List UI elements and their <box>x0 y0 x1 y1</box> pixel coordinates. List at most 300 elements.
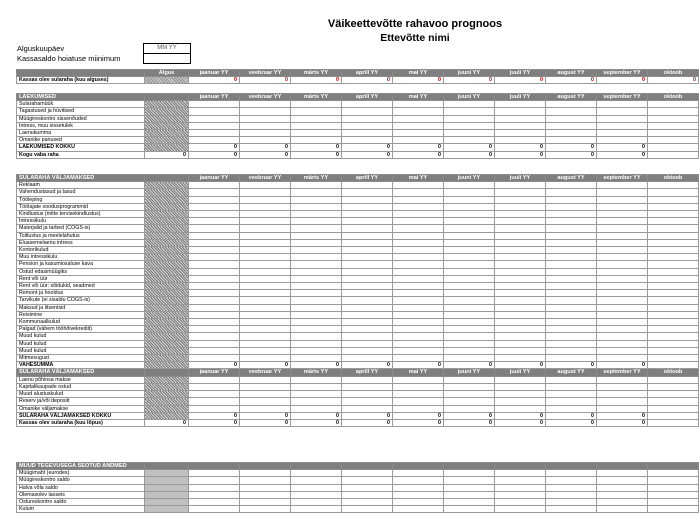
cell[interactable] <box>495 108 546 115</box>
cell[interactable] <box>342 239 393 246</box>
cell[interactable] <box>145 211 189 218</box>
cell[interactable] <box>393 340 444 347</box>
cell[interactable] <box>546 405 597 412</box>
cell[interactable] <box>648 484 699 491</box>
cell[interactable] <box>597 137 648 144</box>
cell-value[interactable]: 0 <box>342 77 393 84</box>
cell[interactable] <box>597 477 648 484</box>
cell[interactable] <box>648 391 699 398</box>
cell[interactable] <box>546 491 597 498</box>
cell-value[interactable]: 0 <box>240 77 291 84</box>
cell[interactable] <box>444 311 495 318</box>
cell[interactable] <box>393 247 444 254</box>
cell[interactable] <box>393 347 444 354</box>
cell[interactable] <box>393 137 444 144</box>
cell[interactable] <box>648 311 699 318</box>
cell[interactable] <box>240 283 291 290</box>
cell[interactable] <box>291 203 342 210</box>
cell[interactable] <box>597 376 648 383</box>
cell[interactable] <box>597 347 648 354</box>
cell[interactable] <box>444 101 495 108</box>
cell[interactable] <box>291 470 342 477</box>
cell[interactable] <box>495 101 546 108</box>
cell[interactable] <box>189 115 240 122</box>
cell[interactable] <box>189 268 240 275</box>
cell[interactable] <box>342 196 393 203</box>
cell[interactable] <box>291 477 342 484</box>
cell[interactable] <box>291 232 342 239</box>
cell[interactable] <box>495 499 546 506</box>
cell[interactable] <box>291 484 342 491</box>
cell[interactable] <box>546 137 597 144</box>
cell[interactable] <box>597 391 648 398</box>
cell[interactable] <box>444 506 495 513</box>
cell[interactable] <box>393 261 444 268</box>
cell[interactable] <box>145 268 189 275</box>
cell[interactable] <box>291 283 342 290</box>
cell[interactable] <box>648 290 699 297</box>
cell[interactable] <box>495 290 546 297</box>
cell[interactable] <box>240 239 291 246</box>
cell[interactable] <box>240 506 291 513</box>
cell[interactable] <box>648 108 699 115</box>
cell[interactable] <box>546 254 597 261</box>
cell[interactable] <box>240 340 291 347</box>
cell[interactable] <box>495 304 546 311</box>
cell[interactable] <box>342 261 393 268</box>
cell[interactable] <box>342 268 393 275</box>
cell[interactable] <box>546 506 597 513</box>
cell[interactable] <box>342 333 393 340</box>
cell[interactable] <box>597 297 648 304</box>
cell[interactable] <box>495 297 546 304</box>
cell[interactable] <box>648 398 699 405</box>
cell[interactable] <box>546 333 597 340</box>
cell[interactable] <box>444 319 495 326</box>
cell[interactable] <box>291 311 342 318</box>
cell[interactable] <box>597 355 648 362</box>
cell[interactable] <box>291 122 342 129</box>
cell[interactable] <box>444 477 495 484</box>
cell[interactable] <box>393 275 444 282</box>
cell[interactable] <box>189 398 240 405</box>
cell[interactable] <box>597 196 648 203</box>
cell[interactable] <box>342 130 393 137</box>
cell[interactable] <box>145 326 189 333</box>
cell[interactable] <box>240 405 291 412</box>
cell[interactable] <box>291 225 342 232</box>
cell[interactable] <box>145 347 189 354</box>
cell[interactable] <box>189 506 240 513</box>
cell[interactable] <box>597 470 648 477</box>
cell[interactable] <box>546 130 597 137</box>
cell[interactable] <box>240 225 291 232</box>
cash-min-input[interactable] <box>143 53 191 64</box>
cell[interactable] <box>189 261 240 268</box>
cell[interactable] <box>145 218 189 225</box>
cell[interactable] <box>444 189 495 196</box>
cell[interactable] <box>145 275 189 282</box>
cell[interactable] <box>444 470 495 477</box>
cell[interactable] <box>393 391 444 398</box>
cell[interactable] <box>444 283 495 290</box>
cell[interactable] <box>240 484 291 491</box>
cell[interactable] <box>444 196 495 203</box>
cell[interactable] <box>546 398 597 405</box>
cell[interactable] <box>342 304 393 311</box>
cell[interactable] <box>189 311 240 318</box>
cell[interactable] <box>546 484 597 491</box>
cell[interactable] <box>546 218 597 225</box>
cell[interactable] <box>145 319 189 326</box>
cell[interactable] <box>597 398 648 405</box>
cell-value[interactable]: 0 <box>444 77 495 84</box>
cell[interactable] <box>393 122 444 129</box>
cell[interactable] <box>444 261 495 268</box>
cell[interactable] <box>342 376 393 383</box>
cell[interactable] <box>240 333 291 340</box>
cell[interactable] <box>291 391 342 398</box>
cell[interactable] <box>546 319 597 326</box>
cell[interactable] <box>145 122 189 129</box>
cell[interactable] <box>342 290 393 297</box>
cell[interactable] <box>145 362 189 369</box>
cell[interactable] <box>189 196 240 203</box>
cell[interactable] <box>444 108 495 115</box>
cell[interactable] <box>597 333 648 340</box>
cell[interactable] <box>145 189 189 196</box>
cell[interactable] <box>648 261 699 268</box>
cell[interactable] <box>393 326 444 333</box>
cell[interactable] <box>240 122 291 129</box>
cell[interactable] <box>189 283 240 290</box>
cell[interactable] <box>444 115 495 122</box>
cell[interactable] <box>291 355 342 362</box>
cell[interactable] <box>240 383 291 390</box>
cell-value[interactable]: 0 <box>495 77 546 84</box>
cell[interactable] <box>240 319 291 326</box>
cell[interactable] <box>240 376 291 383</box>
cell[interactable] <box>189 491 240 498</box>
cell[interactable] <box>291 108 342 115</box>
cell[interactable] <box>597 232 648 239</box>
cell[interactable] <box>189 333 240 340</box>
cell[interactable] <box>546 391 597 398</box>
cell[interactable] <box>495 182 546 189</box>
cell[interactable] <box>189 376 240 383</box>
cell[interactable] <box>342 137 393 144</box>
cell[interactable] <box>291 189 342 196</box>
cell[interactable] <box>291 297 342 304</box>
cell[interactable] <box>342 405 393 412</box>
cell[interactable] <box>546 376 597 383</box>
cell[interactable] <box>240 211 291 218</box>
cell[interactable] <box>342 484 393 491</box>
cell[interactable] <box>393 484 444 491</box>
cell[interactable] <box>145 290 189 297</box>
cell[interactable] <box>342 383 393 390</box>
cell[interactable] <box>145 283 189 290</box>
cell[interactable] <box>342 218 393 225</box>
cell[interactable] <box>240 275 291 282</box>
cell[interactable] <box>393 239 444 246</box>
cell[interactable] <box>495 340 546 347</box>
cell[interactable] <box>495 261 546 268</box>
cell[interactable] <box>495 391 546 398</box>
cell[interactable] <box>597 261 648 268</box>
cell[interactable] <box>648 225 699 232</box>
cell[interactable] <box>444 297 495 304</box>
cell[interactable] <box>495 283 546 290</box>
cell[interactable] <box>546 101 597 108</box>
cell[interactable] <box>495 311 546 318</box>
cell[interactable] <box>189 203 240 210</box>
cell[interactable] <box>393 477 444 484</box>
cell[interactable] <box>189 405 240 412</box>
cell[interactable] <box>546 247 597 254</box>
cell[interactable] <box>495 275 546 282</box>
cell[interactable] <box>393 405 444 412</box>
cell[interactable] <box>342 211 393 218</box>
cell[interactable] <box>393 376 444 383</box>
cell[interactable] <box>145 484 189 491</box>
cell[interactable] <box>597 115 648 122</box>
cell[interactable] <box>342 203 393 210</box>
cell[interactable] <box>342 297 393 304</box>
cell[interactable] <box>648 326 699 333</box>
cell[interactable] <box>342 108 393 115</box>
cell[interactable] <box>546 108 597 115</box>
cell[interactable] <box>597 254 648 261</box>
cell[interactable] <box>189 470 240 477</box>
cell[interactable] <box>444 218 495 225</box>
cell[interactable] <box>342 247 393 254</box>
cell[interactable] <box>597 108 648 115</box>
cell[interactable] <box>597 268 648 275</box>
cell[interactable] <box>145 340 189 347</box>
cell[interactable] <box>495 355 546 362</box>
cell[interactable] <box>444 405 495 412</box>
cell[interactable] <box>546 304 597 311</box>
cell[interactable] <box>240 261 291 268</box>
cell[interactable] <box>342 189 393 196</box>
cell[interactable] <box>648 506 699 513</box>
cell[interactable] <box>189 391 240 398</box>
cell[interactable] <box>240 247 291 254</box>
cell[interactable] <box>444 247 495 254</box>
cell[interactable] <box>444 391 495 398</box>
cell[interactable] <box>495 254 546 261</box>
cell[interactable] <box>444 239 495 246</box>
cell[interactable] <box>597 130 648 137</box>
cell[interactable] <box>240 268 291 275</box>
cell[interactable] <box>495 333 546 340</box>
cell[interactable] <box>495 491 546 498</box>
cell[interactable] <box>291 130 342 137</box>
cell[interactable] <box>648 101 699 108</box>
cell[interactable] <box>342 101 393 108</box>
cell[interactable] <box>495 484 546 491</box>
cell[interactable] <box>393 491 444 498</box>
cell[interactable] <box>393 182 444 189</box>
cell[interactable] <box>291 137 342 144</box>
cell[interactable] <box>444 275 495 282</box>
cell[interactable] <box>648 383 699 390</box>
cell[interactable] <box>597 319 648 326</box>
cell[interactable] <box>393 196 444 203</box>
cell[interactable] <box>597 275 648 282</box>
cell[interactable] <box>145 376 189 383</box>
cell[interactable] <box>495 376 546 383</box>
cell[interactable] <box>145 398 189 405</box>
cell[interactable] <box>342 398 393 405</box>
cell[interactable] <box>393 304 444 311</box>
cell[interactable] <box>240 254 291 261</box>
cell[interactable] <box>342 122 393 129</box>
cell[interactable] <box>189 225 240 232</box>
cell[interactable] <box>393 130 444 137</box>
cell[interactable] <box>648 477 699 484</box>
cell[interactable] <box>145 196 189 203</box>
cell[interactable] <box>145 203 189 210</box>
cell-value[interactable]: 0 <box>393 77 444 84</box>
cell[interactable] <box>145 144 189 151</box>
cell[interactable] <box>291 347 342 354</box>
cell[interactable] <box>444 290 495 297</box>
cell[interactable] <box>546 311 597 318</box>
cell[interactable] <box>393 311 444 318</box>
cell[interactable] <box>648 333 699 340</box>
cell[interactable] <box>291 398 342 405</box>
cell[interactable] <box>393 499 444 506</box>
cell[interactable] <box>597 283 648 290</box>
cell[interactable] <box>444 182 495 189</box>
cell[interactable] <box>444 383 495 390</box>
cell[interactable] <box>240 189 291 196</box>
cell[interactable] <box>342 491 393 498</box>
cell[interactable] <box>189 477 240 484</box>
cell[interactable] <box>393 398 444 405</box>
cell[interactable] <box>240 130 291 137</box>
cell[interactable] <box>393 115 444 122</box>
cell[interactable] <box>145 297 189 304</box>
cell[interactable] <box>546 290 597 297</box>
cell[interactable] <box>597 239 648 246</box>
cell[interactable] <box>342 283 393 290</box>
cell[interactable] <box>291 115 342 122</box>
cell[interactable] <box>444 376 495 383</box>
cell[interactable] <box>393 218 444 225</box>
cell[interactable] <box>393 225 444 232</box>
cell[interactable] <box>291 491 342 498</box>
cell[interactable] <box>393 268 444 275</box>
cell[interactable] <box>189 383 240 390</box>
cell[interactable] <box>240 311 291 318</box>
cell[interactable] <box>495 398 546 405</box>
cell[interactable] <box>189 108 240 115</box>
cell[interactable] <box>648 304 699 311</box>
cell[interactable] <box>189 218 240 225</box>
cell[interactable] <box>546 239 597 246</box>
cell[interactable] <box>444 304 495 311</box>
cell[interactable] <box>393 101 444 108</box>
cell[interactable] <box>145 470 189 477</box>
cell[interactable] <box>291 268 342 275</box>
cell[interactable] <box>145 225 189 232</box>
cell[interactable] <box>546 261 597 268</box>
cell[interactable] <box>648 122 699 129</box>
cell[interactable] <box>342 470 393 477</box>
cell[interactable] <box>189 182 240 189</box>
cell[interactable] <box>495 203 546 210</box>
cell[interactable] <box>495 196 546 203</box>
cell[interactable] <box>495 347 546 354</box>
cell[interactable] <box>189 247 240 254</box>
cell[interactable] <box>291 239 342 246</box>
cell[interactable] <box>291 218 342 225</box>
cell[interactable] <box>648 470 699 477</box>
cell[interactable] <box>495 477 546 484</box>
cell[interactable] <box>393 189 444 196</box>
cell[interactable] <box>342 311 393 318</box>
cell[interactable] <box>189 347 240 354</box>
cell[interactable] <box>444 347 495 354</box>
cell[interactable] <box>546 225 597 232</box>
cell[interactable] <box>189 326 240 333</box>
cell[interactable] <box>597 484 648 491</box>
cell[interactable] <box>189 211 240 218</box>
cell[interactable] <box>597 290 648 297</box>
cell[interactable] <box>444 340 495 347</box>
cell[interactable] <box>444 398 495 405</box>
cell[interactable] <box>546 211 597 218</box>
cell[interactable] <box>495 122 546 129</box>
cell[interactable] <box>145 477 189 484</box>
cell[interactable] <box>145 261 189 268</box>
cell[interactable] <box>145 137 189 144</box>
cell[interactable] <box>240 137 291 144</box>
cell[interactable] <box>597 225 648 232</box>
cell[interactable] <box>444 499 495 506</box>
cell[interactable] <box>648 491 699 498</box>
cell[interactable] <box>393 355 444 362</box>
cell[interactable] <box>648 297 699 304</box>
cell[interactable] <box>648 283 699 290</box>
cell[interactable] <box>495 268 546 275</box>
cell[interactable] <box>546 182 597 189</box>
cell[interactable] <box>546 477 597 484</box>
cell[interactable] <box>189 189 240 196</box>
cell[interactable] <box>546 499 597 506</box>
cell[interactable] <box>444 122 495 129</box>
cell[interactable] <box>393 211 444 218</box>
cell[interactable] <box>648 211 699 218</box>
cell[interactable] <box>597 506 648 513</box>
cell[interactable] <box>291 101 342 108</box>
cell[interactable] <box>495 470 546 477</box>
cell[interactable] <box>393 297 444 304</box>
cell[interactable] <box>495 247 546 254</box>
cell[interactable] <box>597 189 648 196</box>
cell[interactable] <box>189 239 240 246</box>
cell[interactable] <box>240 491 291 498</box>
cell[interactable] <box>145 311 189 318</box>
cell[interactable] <box>495 319 546 326</box>
cell[interactable] <box>189 122 240 129</box>
cell[interactable] <box>495 225 546 232</box>
cell[interactable] <box>145 391 189 398</box>
cell[interactable] <box>189 275 240 282</box>
